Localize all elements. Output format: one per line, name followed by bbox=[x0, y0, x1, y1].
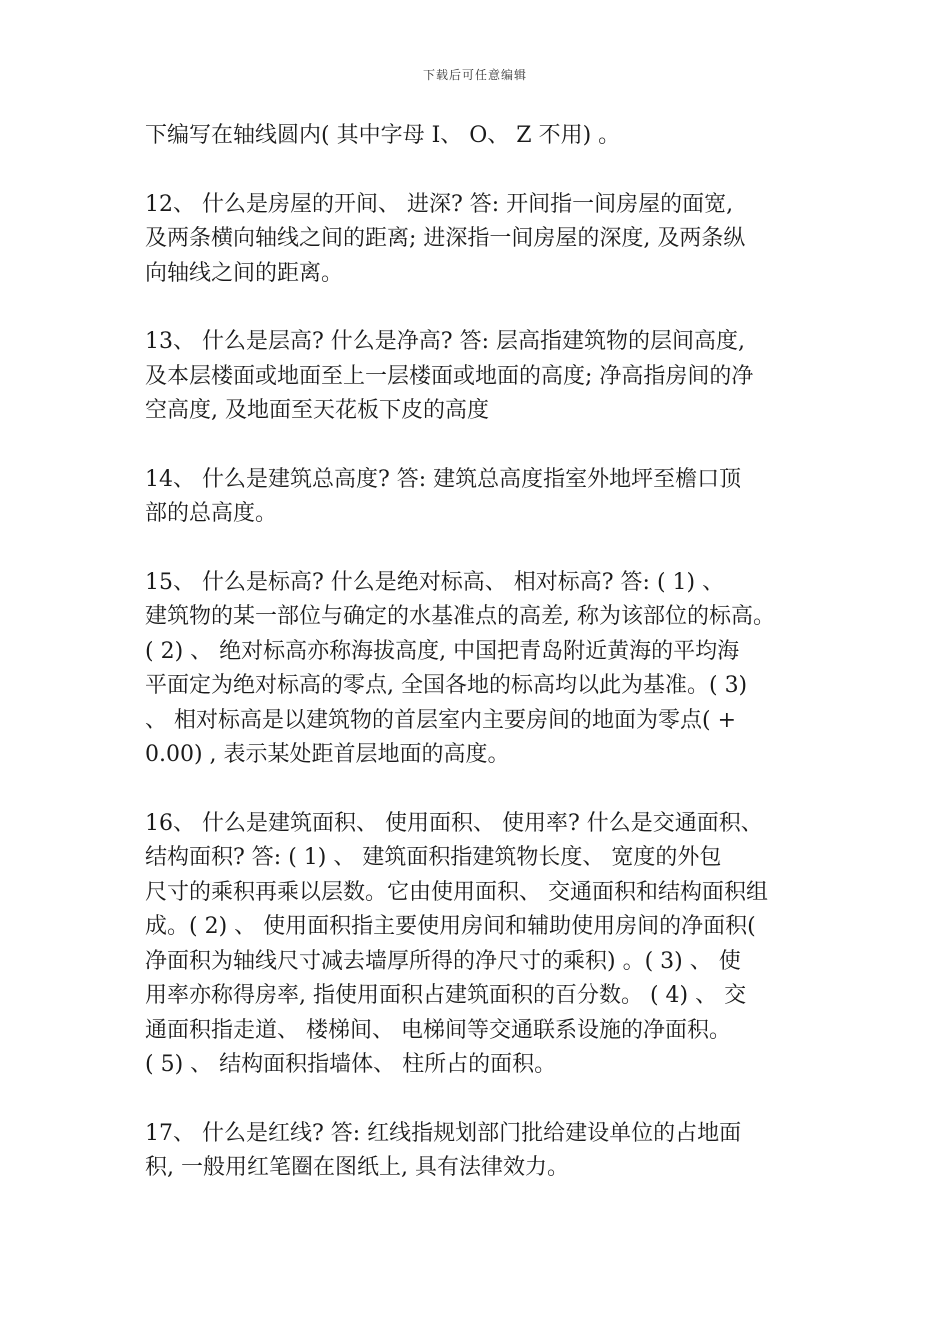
text-line: 空高度, 及地面至天花板下皮的高度 bbox=[145, 398, 489, 423]
text-line: 积, 一般用红笔圈在图纸上, 具有法律效力。 bbox=[145, 1155, 569, 1180]
paragraph-q13 bbox=[145, 325, 813, 429]
text-line: 平面定为绝对标高的零点, 全国各地的标高均以此为基准。( 3) bbox=[145, 673, 748, 698]
text-line: 、 相对标高是以建筑物的首层室内主要房间的地面为零点( + bbox=[145, 707, 737, 733]
paragraph-q12 bbox=[145, 188, 813, 292]
paragraph-q15 bbox=[145, 566, 813, 773]
text-line: 尺寸的乘积再乘以层数。它由使用面积、 交通面积和结构面积组 bbox=[145, 879, 768, 905]
text-line: ( 5) 、 结构面积指墙体、 柱所占的面积。 bbox=[145, 1052, 557, 1077]
text-line: 部的总高度。 bbox=[145, 501, 278, 526]
text-line: 下编写在轴线圆内( 其中字母 I、 O、 Z 不用) 。 bbox=[145, 123, 621, 148]
text-line: 14、 什么是建筑总高度? 答: 建筑总高度指室外地坪至檐口顶 bbox=[145, 466, 742, 492]
paragraph-q14 bbox=[145, 463, 813, 532]
text-line: 16、 什么是建筑面积、 使用面积、 使用率? 什么是交通面积、 bbox=[145, 810, 763, 836]
text-line: 用率亦称得房率, 指使用面积占建筑面积的百分数。 ( 4) 、 交 bbox=[145, 983, 747, 1008]
text-line: 向轴线之间的距离。 bbox=[145, 260, 344, 286]
text-line: 及本层楼面或地面至上一层楼面或地面的高度; 净高指房间的净 bbox=[145, 363, 754, 389]
text-line: 结构面积? 答: ( 1) 、 建筑面积指建筑物长度、 宽度的外包 bbox=[145, 845, 722, 870]
text-line: 建筑物的某一部位与确定的水基准点的高差, 称为该部位的标高。 bbox=[145, 604, 775, 629]
text-line: 0.00) , 表示某处距首层地面的高度。 bbox=[145, 742, 510, 767]
text-line: 15、 什么是标高? 什么是绝对标高、 相对标高? 答: ( 1) 、 bbox=[145, 569, 725, 595]
text-line: 13、 什么是层高? 什么是净高? 答: 层高指建筑物的层间高度, bbox=[145, 329, 745, 354]
document-body bbox=[145, 119, 813, 1220]
paragraph-q16 bbox=[145, 807, 813, 1083]
text-line: 通面积指走道、 楼梯间、 电梯间等交通联系设施的净面积。 bbox=[145, 1017, 731, 1043]
text-line: 12、 什么是房屋的开间、 进深? 答: 开间指一间房屋的面宽, bbox=[145, 191, 734, 217]
text-line: 17、 什么是红线? 答: 红线指规划部门批给建设单位的占地面 bbox=[145, 1120, 742, 1146]
text-line: ( 2) 、 绝对标高亦称海拔高度, 中国把青岛附近黄海的平均海 bbox=[145, 638, 740, 664]
page-header: 下载后可任意编辑 bbox=[422, 68, 527, 82]
text-line: 净面积为轴线尺寸减去墙厚所得的净尺寸的乘积) 。( 3) 、 使 bbox=[145, 948, 741, 974]
paragraph-q17 bbox=[145, 1117, 813, 1186]
text-line: 成。( 2) 、 使用面积指主要使用房间和辅助使用房间的净面积( bbox=[145, 914, 756, 939]
text-line: 及两条横向轴线之间的距离; 进深指一间房屋的深度, 及两条纵 bbox=[145, 226, 746, 251]
paragraph-axis-label-note bbox=[145, 119, 813, 154]
